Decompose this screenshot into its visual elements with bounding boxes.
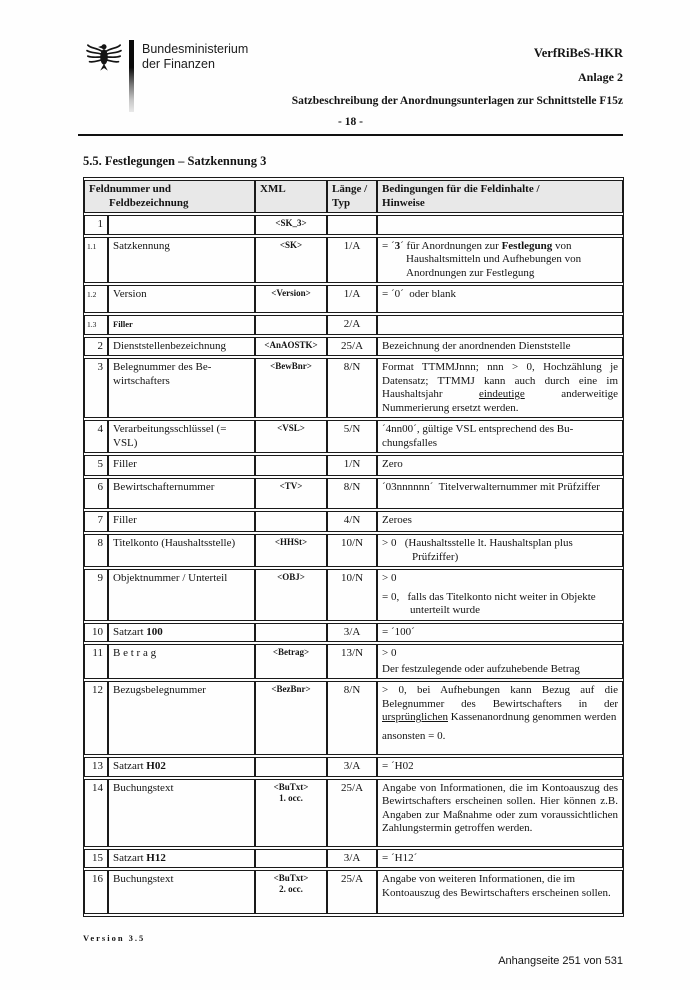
cell-conditions: = ´H12´: [377, 849, 623, 869]
cell-length-type: 10/N: [327, 534, 377, 567]
cell-fieldname: Belegnummer des Bewirtschafters: [108, 358, 255, 418]
cell-length-type: 5/N: [327, 420, 377, 453]
cell-conditions: Angabe von Informationen, die im Kontoauszug des Bewirtschafters erscheinen sollen. Hier können z.B. Angaben zur Maßnahme oder zum voraussichtlichen Zahlungstermin getroffen werden.: [377, 779, 623, 847]
cell-fieldnumber: 7: [84, 511, 108, 532]
cell-conditions: = ´0´ oder blank: [377, 285, 623, 313]
cell-fieldnumber: 8: [84, 534, 108, 567]
cell-conditions: ´4nn00´, gültige VSL entsprechend des Buchungsfalles: [377, 420, 623, 453]
cell-fieldname: Verarbeitungsschlüssel (= VSL): [108, 420, 255, 453]
field-description-table: [83, 177, 624, 917]
col-header-fieldnumber: Feldnummer und Feldbezeichnung: [84, 180, 255, 213]
cell-fieldname: Satzart 100: [108, 623, 255, 643]
cell-length-type: 25/A: [327, 870, 377, 914]
cell-length-type: 10/N: [327, 569, 377, 621]
table-header-row: [84, 180, 623, 213]
cell-fieldnumber: 9: [84, 569, 108, 621]
cell-fieldnumber: 2: [84, 337, 108, 357]
document-reference-block: [292, 40, 623, 107]
cell-xml-tag: <AnAOSTK>: [255, 337, 327, 357]
cell-fieldnumber: 10: [84, 623, 108, 643]
cell-fieldname: Satzkennung: [108, 237, 255, 284]
cell-fieldname: Version: [108, 285, 255, 313]
cell-fieldname: Bewirtschafternummer: [108, 478, 255, 509]
table-row-16: [84, 870, 623, 914]
table-row-1.1: [84, 237, 623, 284]
cell-length-type: 13/N: [327, 644, 377, 679]
cell-xml-tag: [255, 623, 327, 643]
cell-xml-tag: <BuTxt> 1. occ.: [255, 779, 327, 847]
cell-fieldname: Buchungstext: [108, 870, 255, 914]
cell-fieldname: Filler: [108, 511, 255, 532]
cell-fieldnumber: 13: [84, 757, 108, 777]
cell-fieldname: Dienststellenbezeichnung: [108, 337, 255, 357]
cell-length-type: 3/A: [327, 623, 377, 643]
federal-eagle-icon: [85, 40, 123, 79]
col-header-xml: XML: [255, 180, 327, 213]
cell-fieldnumber: 5: [84, 455, 108, 476]
cell-fieldnumber: 16: [84, 870, 108, 914]
cell-xml-tag: <BuTxt> 2. occ.: [255, 870, 327, 914]
cell-fieldnumber: 3: [84, 358, 108, 418]
cell-fieldnumber: 1.2: [84, 285, 108, 313]
col-header-length-type: Länge / Typ: [327, 180, 377, 213]
cell-length-type: 1/A: [327, 285, 377, 313]
cell-conditions: ´03nnnnnn´ Titelverwalternummer mit Prüfziffer: [377, 478, 623, 509]
table-row-7: [84, 511, 623, 532]
cell-length-type: 2/A: [327, 315, 377, 335]
cell-fieldname: Satzart H12: [108, 849, 255, 869]
cell-fieldname: Filler: [108, 455, 255, 476]
table-row-14: [84, 779, 623, 847]
cell-conditions: [377, 215, 623, 235]
cell-length-type: 8/N: [327, 358, 377, 418]
col-header-conditions: Bedingungen für die Feldinhalte / Hinweise: [377, 180, 623, 213]
cell-fieldname: [108, 215, 255, 235]
header-rule: [78, 134, 623, 136]
table-row-6: [84, 478, 623, 509]
table-row-8: [84, 534, 623, 567]
table-row-13: [84, 757, 623, 777]
cell-conditions: Zero: [377, 455, 623, 476]
masthead: [78, 40, 623, 112]
cell-fieldname: B e t r a g: [108, 644, 255, 679]
cell-fieldnumber: 11: [84, 644, 108, 679]
cell-fieldnumber: 1.1: [84, 237, 108, 284]
cell-xml-tag: <SK_3>: [255, 215, 327, 235]
cell-xml-tag: <Version>: [255, 285, 327, 313]
doc-ref: VerfRiBeS-HKR: [533, 46, 623, 60]
cell-length-type: 3/A: [327, 757, 377, 777]
cell-fieldnumber: 6: [84, 478, 108, 509]
cell-xml-tag: <TV>: [255, 478, 327, 509]
cell-conditions: [377, 315, 623, 335]
ministry-name-line1: Bundesministerium: [142, 42, 249, 56]
cell-fieldnumber: 1.3: [84, 315, 108, 335]
footer-version: Version 3.5: [83, 933, 146, 943]
cell-xml-tag: <Betrag>: [255, 644, 327, 679]
table-row-1.2: [84, 285, 623, 313]
cell-conditions: Angabe von weiteren Informationen, die im Kontoauszug des Bewirtschafters erscheinen sollen.: [377, 870, 623, 914]
cell-fieldnumber: 12: [84, 681, 108, 755]
cell-xml-tag: <OBJ>: [255, 569, 327, 621]
ministry-name: [142, 40, 248, 72]
annex-label: Anlage 2: [578, 70, 623, 84]
cell-xml-tag: [255, 849, 327, 869]
cell-length-type: [327, 215, 377, 235]
table-row-10: [84, 623, 623, 643]
cell-xml-tag: <HHSt>: [255, 534, 327, 567]
cell-length-type: 4/N: [327, 511, 377, 532]
table-row-9: [84, 569, 623, 621]
ministry-name-line2: der Finanzen: [142, 57, 215, 71]
cell-fieldname: Filler: [108, 315, 255, 335]
cell-conditions: Format TTMMJnnn; nnn > 0, Hochzählung je Datensatz; TTMMJ kann auch durch eine im Haushaltsjahr eindeutige anderweitige Nummerierung ersetzt werden.: [377, 358, 623, 418]
cell-fieldname: Objektnummer / Unterteil: [108, 569, 255, 621]
logo-gradient-bar: [129, 40, 134, 112]
cell-length-type: 1/N: [327, 455, 377, 476]
table-row-1.3: [84, 315, 623, 335]
cell-length-type: 3/A: [327, 849, 377, 869]
cell-conditions: > 0, bei Aufhebungen kann Bezug auf die Belegnummer des Bewirtschafters in der ursprünglichen Kassenanordnung genommen werden ansonsten = 0.: [377, 681, 623, 755]
cell-fieldname: Satzart H02: [108, 757, 255, 777]
cell-xml-tag: [255, 455, 327, 476]
cell-fieldnumber: 15: [84, 849, 108, 869]
cell-conditions: > 0 (Haushaltsstelle lt. Haushaltsplan plus Prüfziffer): [377, 534, 623, 567]
table-row-5: [84, 455, 623, 476]
table-row-3: [84, 358, 623, 418]
cell-length-type: 8/N: [327, 478, 377, 509]
footer-page-info: Anhangseite 251 von 531: [498, 955, 623, 967]
doc-subtitle: Satzbeschreibung der Anordnungsunterlagen zur Schnittstelle F15z: [291, 95, 623, 107]
cell-fieldname: Bezugsbelegnummer: [108, 681, 255, 755]
cell-length-type: 25/A: [327, 337, 377, 357]
ministry-logo: [85, 40, 248, 112]
cell-fieldname: Titelkonto (Haushaltsstelle): [108, 534, 255, 567]
cell-conditions: > 0 = 0, falls das Titelkonto nicht weiter in Objekte unterteilt wurde: [377, 569, 623, 621]
table-row-4: [84, 420, 623, 453]
cell-fieldnumber: 4: [84, 420, 108, 453]
cell-xml-tag: [255, 757, 327, 777]
cell-xml-tag: <BewBnr>: [255, 358, 327, 418]
cell-conditions: = ´100´: [377, 623, 623, 643]
cell-fieldname: Buchungstext: [108, 779, 255, 847]
cell-conditions: Zeroes: [377, 511, 623, 532]
cell-conditions: = ´3´ für Anordnungen zur Festlegung von Haushaltsmitteln und Aufhebungen von Anordnungen zur Festlegung: [377, 237, 623, 284]
cell-fieldnumber: 14: [84, 779, 108, 847]
table-row-15: [84, 849, 623, 869]
cell-length-type: 25/A: [327, 779, 377, 847]
table-row-1: [84, 215, 623, 235]
page-number: - 18 -: [338, 116, 363, 128]
cell-xml-tag: <VSL>: [255, 420, 327, 453]
cell-xml-tag: <SK>: [255, 237, 327, 284]
cell-conditions: Bezeichnung der anordnenden Dienststelle: [377, 337, 623, 357]
cell-length-type: 1/A: [327, 237, 377, 284]
cell-conditions: = ´H02: [377, 757, 623, 777]
table-row-12: [84, 681, 623, 755]
cell-xml-tag: [255, 315, 327, 335]
cell-fieldnumber: 1: [84, 215, 108, 235]
table-row-2: [84, 337, 623, 357]
cell-xml-tag: <BezBnr>: [255, 681, 327, 755]
cell-conditions: > 0 Der festzulegende oder aufzuhebende Betrag: [377, 644, 623, 679]
cell-xml-tag: [255, 511, 327, 532]
cell-length-type: 8/N: [327, 681, 377, 755]
table-row-11: [84, 644, 623, 679]
section-title: 5.5. Festlegungen – Satzkennung 3: [83, 154, 267, 168]
